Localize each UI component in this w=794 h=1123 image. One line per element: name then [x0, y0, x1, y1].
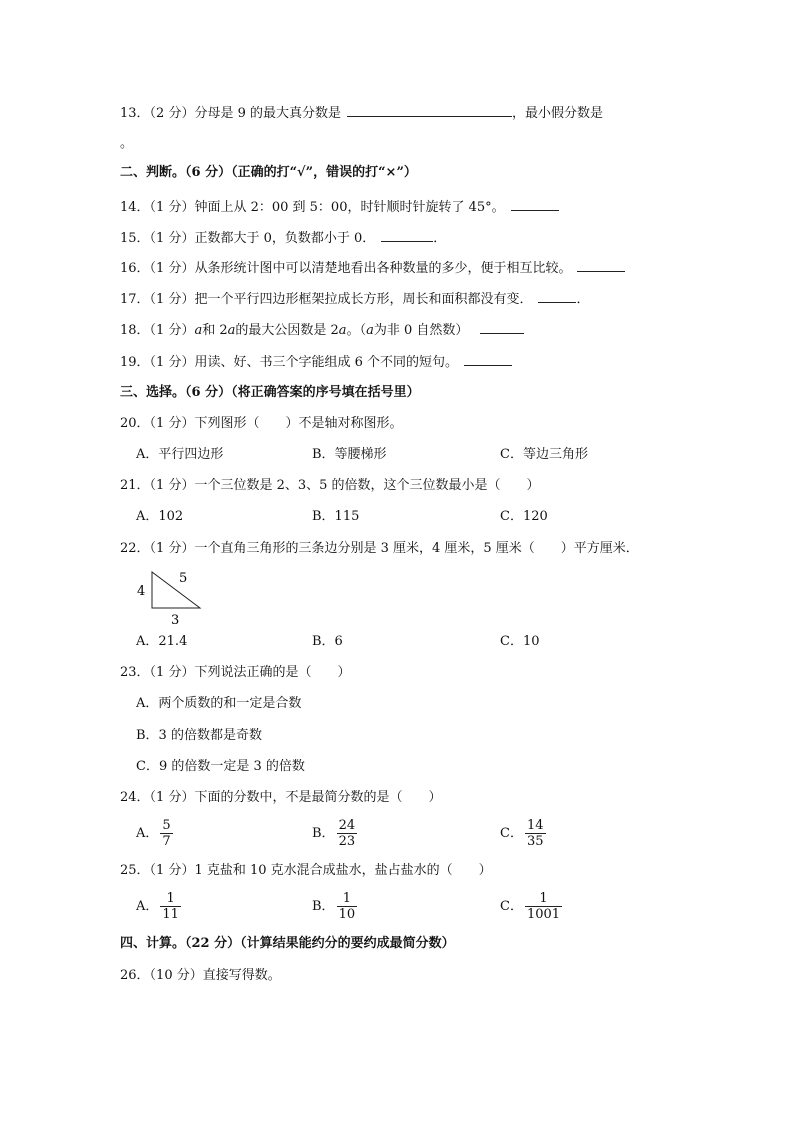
question-18-text: 为非 0 自然数）	[373, 323, 469, 338]
section-3-title: 三、选择。（6 分）（将正确答案的序号填在括号里）	[120, 385, 420, 400]
variable-a: a	[338, 323, 347, 338]
fraction	[525, 818, 546, 849]
question-19	[120, 353, 512, 372]
denominator: 10	[338, 907, 356, 922]
question-18-text: 18．（1 分）	[120, 323, 195, 338]
triangle-shape	[152, 572, 200, 608]
fraction	[337, 818, 358, 849]
option-label: C．	[500, 826, 523, 841]
variable-a: a	[194, 323, 203, 338]
question-14	[120, 198, 559, 217]
numerator: 24	[338, 818, 356, 833]
option-label: A．	[136, 826, 159, 841]
question-17	[120, 290, 589, 309]
question-17-tail: ．	[576, 292, 590, 307]
option-a[interactable]	[136, 891, 181, 922]
answer-blank[interactable]	[480, 321, 524, 334]
question-14-text: 14．（1 分）钟面上从 2：00 到 5：00，时针顺时针旋转了 45°。	[120, 200, 505, 215]
question-13-continuation: 。	[120, 136, 134, 151]
answer-blank[interactable]	[347, 104, 512, 117]
question-16-text: 16．（1 分）从条形统计图中可以清楚地看出各种数量的多少，便于相互比较。	[120, 261, 572, 276]
question-17-text: 17．（1 分）把一个平行四边形框架拉成长方形，周长和面积都没有变．	[120, 292, 533, 307]
denominator: 35	[526, 834, 544, 849]
option-a[interactable]: A．102	[136, 509, 184, 524]
option-a[interactable]: A．两个质数的和一定是合数	[136, 696, 302, 711]
side-hypotenuse-label: 5	[179, 571, 188, 586]
option-a[interactable]: A．平行四边形	[136, 447, 224, 462]
question-13	[120, 104, 603, 123]
option-label: B．	[312, 826, 335, 841]
denominator: 1001	[526, 907, 561, 922]
side-left-label: 4	[137, 584, 146, 599]
option-c[interactable]	[500, 891, 562, 922]
section-2-title: 二、判断。（6 分）（正确的打“√”，错误的打“×”）	[120, 165, 417, 180]
numerator: 1	[160, 891, 181, 907]
option-b[interactable]: B．3 的倍数都是奇数	[136, 728, 262, 743]
question-13-text: 13．（2 分）分母是 9 的最大真分数是	[120, 106, 341, 121]
answer-blank[interactable]	[381, 229, 433, 242]
side-bottom-label: 3	[171, 613, 180, 628]
fraction	[337, 891, 358, 922]
option-c[interactable]: C．10	[500, 634, 540, 649]
option-a[interactable]	[136, 818, 173, 849]
fraction	[525, 891, 562, 922]
question-20: 20．（1 分）下列图形（ ）不是轴对称图形。	[120, 416, 403, 431]
option-c[interactable]: C．等边三角形	[500, 447, 588, 462]
right-triangle-figure	[130, 566, 210, 630]
fraction	[160, 891, 181, 922]
option-label: C．	[500, 899, 523, 914]
numerator: 1	[337, 891, 358, 907]
question-18-text: 的最大公因数是 2	[235, 323, 339, 338]
variable-a: a	[366, 323, 374, 338]
answer-blank[interactable]	[577, 259, 625, 272]
option-c[interactable]: C．9 的倍数一定是 3 的倍数	[136, 759, 305, 774]
option-c[interactable]: C．120	[500, 509, 548, 524]
option-label: A．	[136, 899, 159, 914]
section-4-title: 四、计算。（22 分）（计算结果能约分的要约成最简分数）	[120, 936, 455, 951]
option-a[interactable]: A．21.4	[136, 634, 188, 649]
question-16	[120, 259, 625, 278]
option-b[interactable]: B．6	[312, 634, 343, 649]
answer-blank[interactable]	[538, 290, 576, 303]
question-13-text-after: ，最小假分数是	[511, 106, 603, 121]
fraction	[160, 818, 172, 849]
question-24: 24．（1 分）下面的分数中，不是最简分数的是（ ）	[120, 790, 442, 805]
question-26: 26．（10 分）直接写得数。	[120, 968, 281, 983]
option-label: B．	[312, 899, 335, 914]
question-18-text: 。（	[346, 323, 367, 338]
variable-a: a	[227, 323, 236, 338]
answer-blank[interactable]	[464, 353, 512, 366]
numerator: 5	[162, 818, 171, 833]
denominator: 23	[338, 834, 356, 849]
numerator: 14	[526, 818, 544, 833]
question-25: 25．（1 分）1 克盐和 10 克水混合成盐水，盐占盐水的（ ）	[120, 863, 492, 878]
answer-blank[interactable]	[511, 198, 559, 211]
option-b[interactable]	[312, 891, 357, 922]
denominator: 11	[162, 907, 179, 922]
denominator: 7	[162, 834, 171, 849]
question-15-text: 15．（1 分）正数都大于 0，负数都小于 0．	[120, 231, 376, 246]
question-15-tail: ．	[433, 231, 447, 246]
question-18-text: 和 2	[202, 323, 228, 338]
question-23: 23．（1 分）下列说法正确的是（ ）	[120, 665, 351, 680]
option-c[interactable]	[500, 818, 546, 849]
question-15	[120, 229, 446, 248]
numerator: 1	[525, 891, 562, 907]
question-18	[120, 321, 524, 340]
option-b[interactable]: B．等腰梯形	[312, 447, 387, 462]
question-21: 21．（1 分）一个三位数是 2、3、5 的倍数，这个三位数最小是（ ）	[120, 478, 540, 493]
option-b[interactable]	[312, 818, 357, 849]
question-22: 22．（1 分）一个直角三角形的三条边分别是 3 厘米，4 厘米，5 厘米（ ）平方厘米．	[120, 541, 639, 556]
question-19-text: 19．（1 分）用读、好、书三个字能组成 6 个不同的短句。	[120, 355, 458, 370]
option-b[interactable]: B．115	[312, 509, 360, 524]
